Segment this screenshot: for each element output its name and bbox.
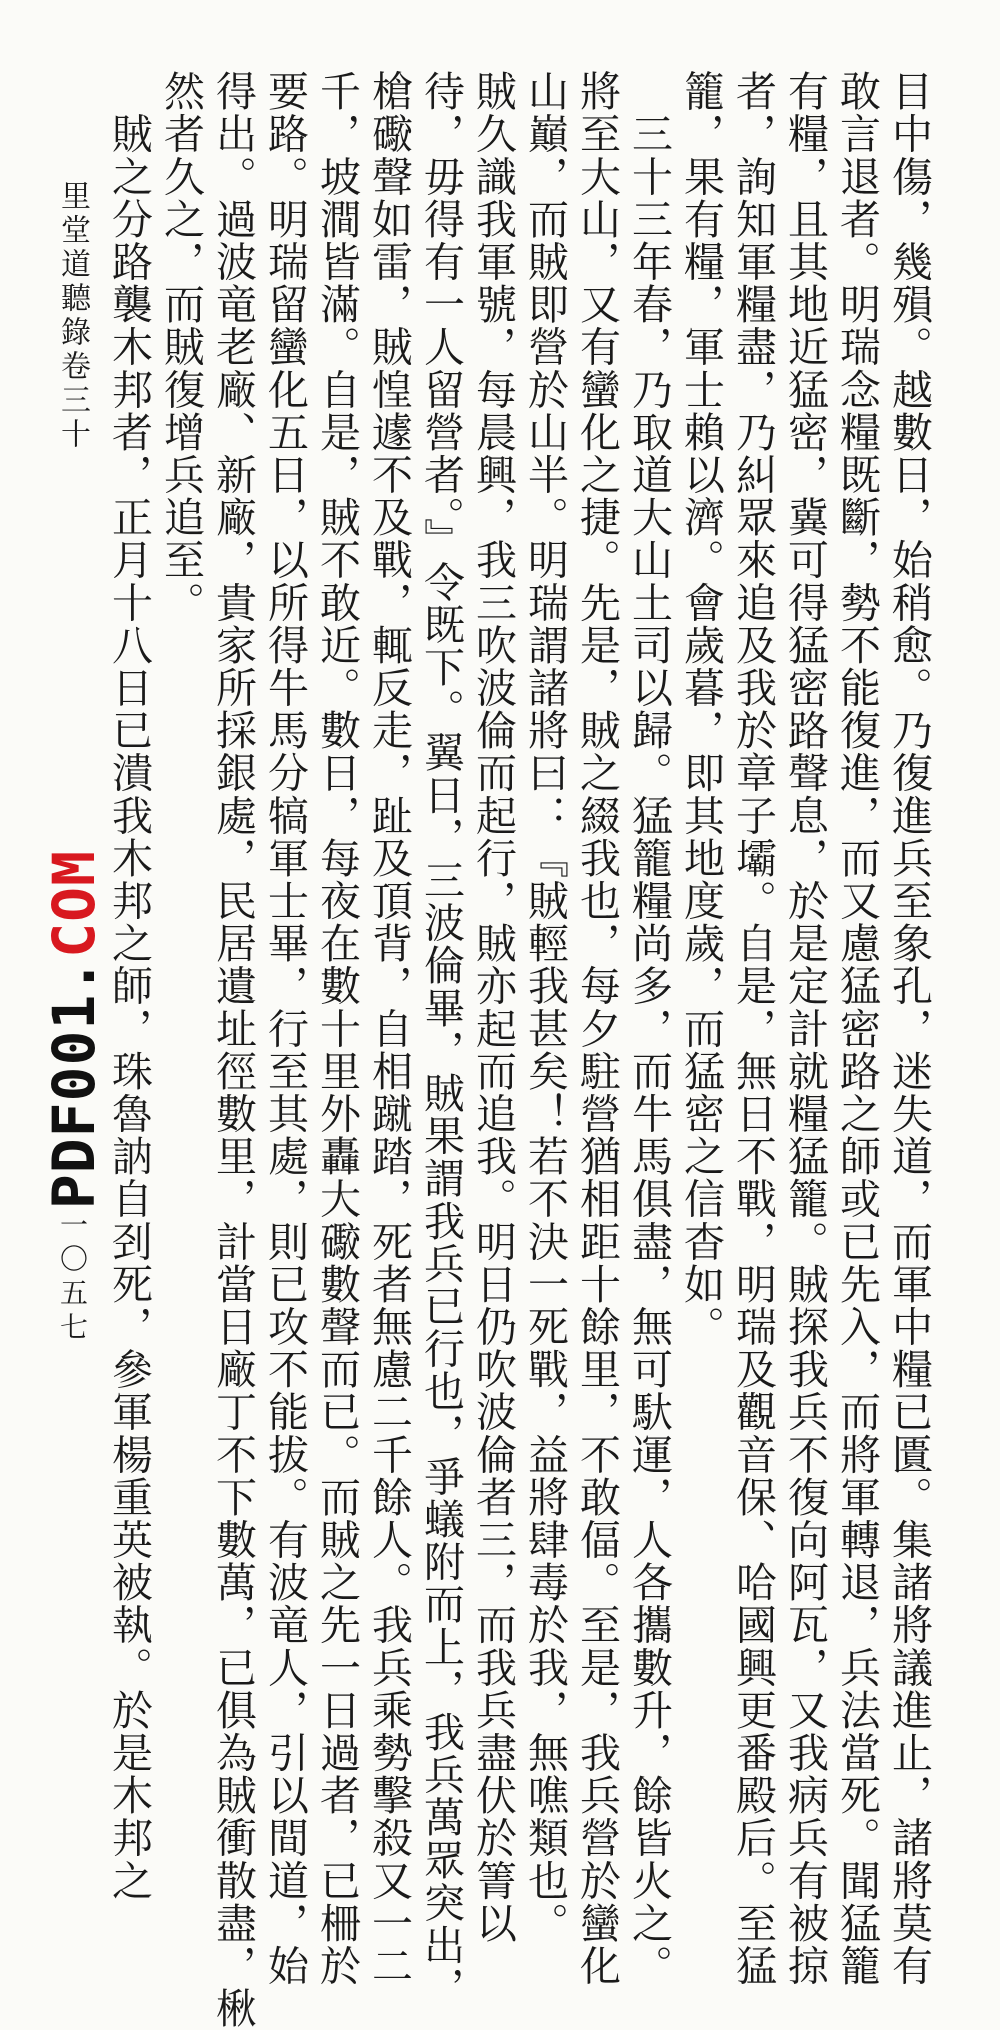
- text-column-3: 有糧，且其地近猛密，冀可得猛密路聲息，於是定計就糧猛籠。賊探我兵不復向阿瓦，又我病兵有被掠: [781, 70, 829, 1987]
- text-column-13: 要路。明瑞留蠻化五日，以所得牛馬分犒軍士畢，行至其處，則已攻不能拔。有波竜人，引以間道，始: [261, 70, 309, 1987]
- watermark: [40, 850, 108, 1209]
- text-column-6: 三十三年春，乃取道大山土司以歸。猛籠糧尚多，而牛馬俱盡，無可馱運，人各攜數升，餘皆火之。: [625, 70, 673, 1987]
- watermark-text-main: PDF001.: [40, 957, 108, 1210]
- text-column-4: 者，詢知軍糧盡，乃糾眾來追及我於章子壩。自是，無日不戰，明瑞及觀音保、哈國興更番殿后。至猛: [729, 70, 777, 1987]
- text-column-11: 槍礮聲如雷，賊惶遽不及戰，輒反走，趾及頂背，自相蹴踏，死者無慮二千餘人。我兵乘勢擊殺又一二: [365, 70, 413, 1987]
- text-column-14: 得出。過波竜老廠、新廠，貴家所採銀處，民居遺址徑數里，計當日廠丁不下數萬，已俱為賊衝散盡，楸: [209, 70, 257, 2030]
- page-number: 一〇五七: [56, 1210, 89, 1346]
- text-column-1: 目中傷，幾殞。越數日，始稍愈。乃復進兵至象孔，迷失道，而軍中糧已匱。集諸將議進止，諸將莫有: [885, 70, 933, 1987]
- text-column-9: 賊久識我軍號，每晨興，我三吹波倫而起行，賊亦起而追我。明日仍吹波倫者三，而我兵盡伏於箐以: [469, 70, 517, 1945]
- text-column-16: 賊之分路襲木邦者，正月十八日已潰我木邦之師，珠魯訥自刭死，參軍楊重英被執。於是木邦之: [105, 70, 153, 1902]
- text-column-12: 千，坡澗皆滿。自是，賊不敢近。數日，每夜在數十里外轟大礮數聲而已。而賊之先一日過者，已柵於: [313, 70, 361, 1987]
- text-column-10: 待，毋得有一人留營者。』令既下。翼日，三波倫畢，賊果謂我兵已行也，爭蟻附而上，我兵萬眾突出，: [417, 70, 465, 2010]
- text-column-8: 山巔，而賊即營於山半。明瑞謂諸將曰：『賊輕我甚矣！若不決一死戰，益將肆毒於我，無噍類也。: [521, 70, 569, 1945]
- text-column-7: 將至大山，又有蠻化之捷。先是，賊之綴我也，每夕駐營猶相距十餘里，不敢偪。至是，我兵營於蠻化: [573, 70, 621, 1987]
- text-column-2: 敢言退者。明瑞念糧既斷，勢不能復進，而又慮猛密路之師或已先入，而將軍轉退，兵法當死。聞猛籠: [833, 70, 881, 1987]
- text-column-15: 然者久之，而賊復增兵追至。: [157, 70, 205, 624]
- watermark-text-accent: COM: [40, 850, 108, 958]
- text-column-5: 籠，果有糧，軍士賴以濟。會歲暮，即其地度歲，而猛密之信杳如。: [677, 70, 725, 1348]
- book-title-header: 里堂道聽錄卷三十: [55, 180, 90, 452]
